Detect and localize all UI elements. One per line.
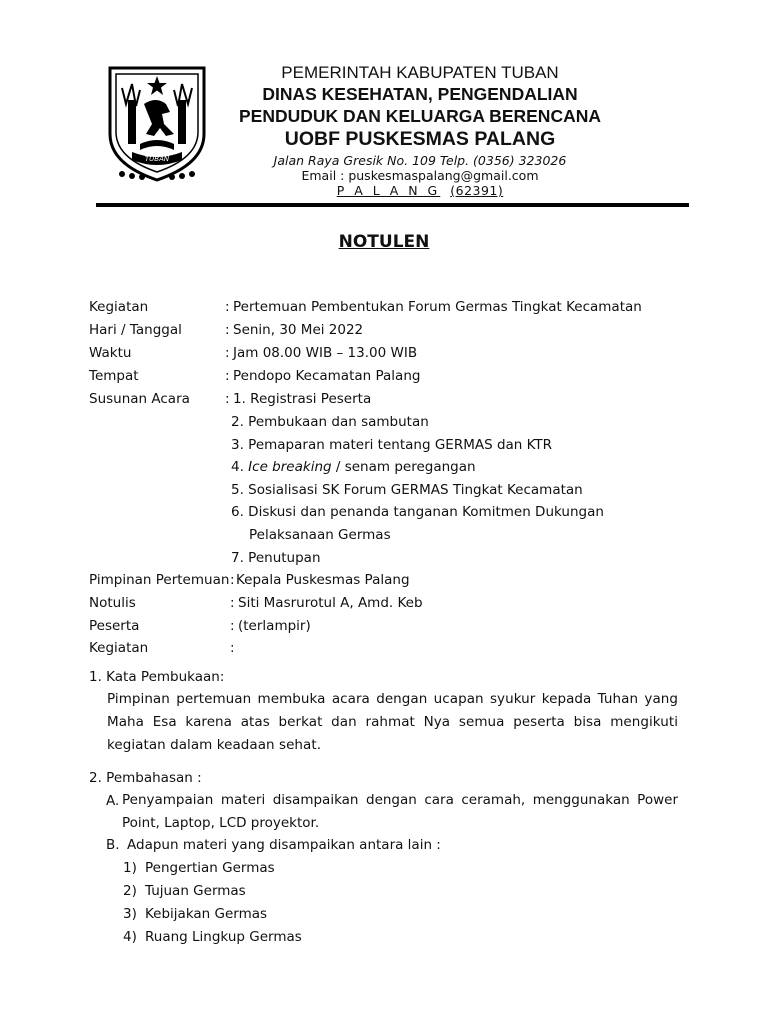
info-colon: : (230, 595, 235, 611)
letterhead-divider (96, 203, 689, 207)
letterhead-email: Email : puskesmaspalang@gmail.com (301, 168, 539, 183)
document-title: NOTULEN (338, 232, 430, 252)
info-label: Susunan Acara (89, 391, 190, 407)
letterhead-city (212, 183, 628, 198)
info-value: Jam 08.00 WIB – 13.00 WIB (233, 345, 418, 361)
material-text: Tujuan Germas (145, 883, 246, 899)
info-label: Notulis (89, 595, 136, 611)
material-num: 2) (123, 883, 137, 899)
agenda-item: 2. Pembukaan dan sambutan (231, 414, 429, 430)
info-colon: : (230, 640, 235, 656)
letterhead-department-2: PENDUDUK DAN KELUARGA BERENCANA (239, 106, 601, 126)
material-num: 1) (123, 860, 137, 876)
city-name: P A L A N G (336, 183, 441, 198)
agenda-text: / senam peregangan (331, 459, 476, 475)
discussion-point-b: Adapun materi yang disampaikan antara lain : (127, 837, 441, 853)
info-label: Tempat (89, 368, 139, 384)
section-body-opening: Pimpinan pertemuan membuka acara dengan ucapan syukur kepada Tuhan yang Maha Esa karena atas berkat dan rahmat Nya semua peserta bisa mengikuti kegiatan dalam keadaan sehat. (107, 691, 678, 753)
material-item (123, 881, 246, 901)
info-value: Pendopo Kecamatan Palang (233, 368, 421, 384)
letterhead-government: PEMERINTAH KABUPATEN TUBAN (281, 63, 559, 82)
info-value: 1. Registrasi Peserta (233, 391, 372, 407)
material-num: 3) (123, 906, 137, 922)
material-text: Kebijakan Germas (145, 906, 268, 922)
info-label: Kegiatan (89, 640, 149, 656)
info-colon: : (225, 368, 230, 384)
agenda-item (231, 457, 476, 477)
agenda-item: 6. Diskusi dan penanda tanganan Komitmen Dukungan (231, 504, 604, 520)
info-label: Pimpinan Pertemuan (89, 572, 230, 588)
letterhead (212, 62, 628, 198)
info-label: Waktu (89, 345, 132, 361)
info-label: Hari / Tanggal (89, 322, 182, 338)
info-value: Senin, 30 Mei 2022 (233, 322, 364, 338)
agenda-item: 5. Sosialisasi SK Forum GERMAS Tingkat Kecamatan (231, 482, 583, 498)
material-text: Ruang Lingkup Germas (145, 929, 302, 945)
discussion-point-a: Penyampaian materi disampaikan dengan cara ceramah, menggunakan Power Point, Laptop, LCD proyektor. (122, 792, 678, 831)
info-colon: : (225, 391, 230, 407)
info-value: Siti Masrurotul A, Amd. Keb (238, 595, 423, 611)
info-value: Pertemuan Pembentukan Forum Germas Tingkat Kecamatan (233, 299, 642, 315)
agenda-item: 3. Pemaparan materi tentang GERMAS dan KTR (231, 437, 553, 453)
info-label: Peserta (89, 618, 140, 634)
letterhead-puskesmas: UOBF PUSKESMAS PALANG (284, 128, 556, 150)
section-heading-opening: 1. Kata Pembukaan: (89, 669, 225, 685)
material-num: 4) (123, 929, 137, 945)
list-marker-a: A. (106, 793, 120, 809)
info-value: Kepala Puskesmas Palang (236, 572, 410, 588)
letterhead-department-1: DINAS KESEHATAN, PENGENDALIAN (262, 84, 578, 104)
material-item (123, 927, 302, 947)
material-item (123, 904, 267, 924)
section-heading-discussion: 2. Pembahasan : (89, 770, 202, 786)
tuban-regency-logo (104, 64, 210, 182)
agenda-emphasis: Ice breaking (248, 459, 332, 475)
material-item (123, 858, 275, 878)
agenda-num: 4. (231, 459, 249, 475)
agenda-item: 7. Penutupan (231, 550, 321, 566)
letterhead-address: Jalan Raya Gresik No. 109 Telp. (0356) 323026 (273, 153, 567, 168)
info-value: (terlampir) (238, 618, 311, 634)
info-colon: : (225, 345, 230, 361)
postal-code: (62391) (450, 183, 504, 198)
svg-text:TUBAN: TUBAN (144, 155, 170, 163)
info-colon: : (225, 299, 230, 315)
info-label: Kegiatan (89, 299, 149, 315)
info-colon: : (230, 572, 235, 588)
agenda-item-continuation: Pelaksanaan Germas (249, 527, 391, 543)
info-colon: : (225, 322, 230, 338)
info-colon: : (230, 618, 235, 634)
list-marker-b: B. (106, 837, 120, 853)
material-text: Pengertian Germas (145, 860, 275, 876)
